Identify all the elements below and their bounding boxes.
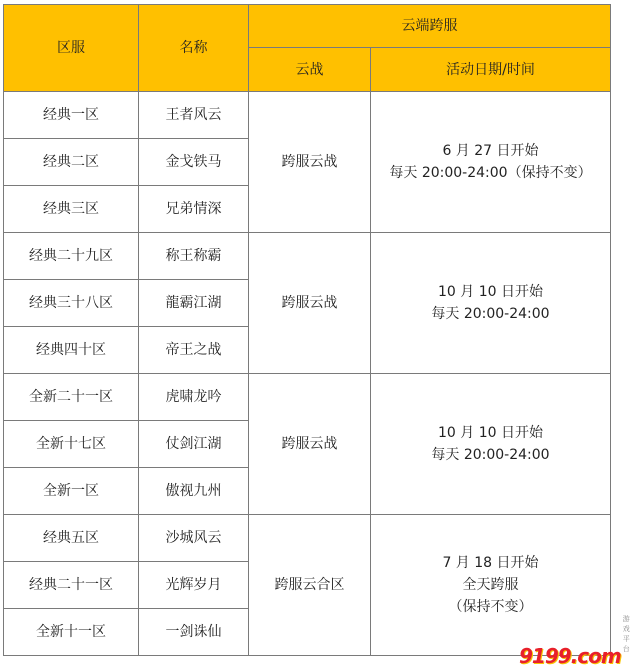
schedule-line: 7 月 18 日开始 [442, 555, 539, 571]
header-cloud-crossserver: 云端跨服 [249, 5, 611, 48]
region-cell: 经典三十八区 [4, 280, 139, 327]
header-region: 区服 [4, 5, 139, 92]
schedule-cell [371, 374, 611, 515]
schedule-line: 每天 20:00-24:00 [431, 306, 550, 322]
region-cell: 全新十七区 [4, 421, 139, 468]
name-cell: 称王称霸 [139, 233, 249, 280]
battle-cell: 跨服云战 [249, 92, 371, 233]
region-cell: 经典二十一区 [4, 562, 139, 609]
name-cell: 沙城风云 [139, 515, 249, 562]
schedule-line: 全天跨服 [462, 577, 519, 593]
region-cell: 全新十一区 [4, 609, 139, 656]
schedule-line: 每天 20:00-24:00（保持不变） [389, 165, 592, 181]
region-cell: 经典二十九区 [4, 233, 139, 280]
name-cell: 光辉岁月 [139, 562, 249, 609]
schedule-line: 6 月 27 日开始 [442, 143, 539, 159]
schedule-cell [371, 92, 611, 233]
header-name: 名称 [139, 5, 249, 92]
battle-cell: 跨服云合区 [249, 515, 371, 656]
schedule-line: 每天 20:00-24:00 [431, 447, 550, 463]
name-cell: 王者风云 [139, 92, 249, 139]
header-date-time: 活动日期/时间 [371, 48, 611, 92]
battle-cell: 跨服云战 [249, 233, 371, 374]
region-cell: 全新二十一区 [4, 374, 139, 421]
schedule-cell [371, 515, 611, 656]
name-cell: 兄弟情深 [139, 186, 249, 233]
name-cell: 龍霸江湖 [139, 280, 249, 327]
name-cell: 帝王之战 [139, 327, 249, 374]
schedule-cell [371, 233, 611, 374]
schedule-line: 10 月 10 日开始 [438, 425, 543, 441]
region-cell: 经典五区 [4, 515, 139, 562]
table-row [4, 515, 611, 562]
battle-cell: 跨服云战 [249, 374, 371, 515]
region-cell: 经典四十区 [4, 327, 139, 374]
name-cell: 虎啸龙吟 [139, 374, 249, 421]
name-cell: 傲视九州 [139, 468, 249, 515]
name-cell: 金戈铁马 [139, 139, 249, 186]
region-cell: 经典二区 [4, 139, 139, 186]
schedule-line: 10 月 10 日开始 [438, 284, 543, 300]
site-watermark [519, 615, 630, 668]
header-cloud-battle: 云战 [249, 48, 371, 92]
name-cell: 一剑诛仙 [139, 609, 249, 656]
watermark-subtitle: 游戏平台 [622, 615, 630, 653]
server-schedule-table [3, 4, 611, 656]
region-cell: 经典一区 [4, 92, 139, 139]
schedule-line: （保持不变） [448, 599, 533, 615]
table-row [4, 374, 611, 421]
name-cell: 仗剑江湖 [139, 421, 249, 468]
table-row [4, 92, 611, 139]
watermark-logo: 9199.com [519, 644, 621, 668]
table-row [4, 233, 611, 280]
region-cell: 经典三区 [4, 186, 139, 233]
region-cell: 全新一区 [4, 468, 139, 515]
